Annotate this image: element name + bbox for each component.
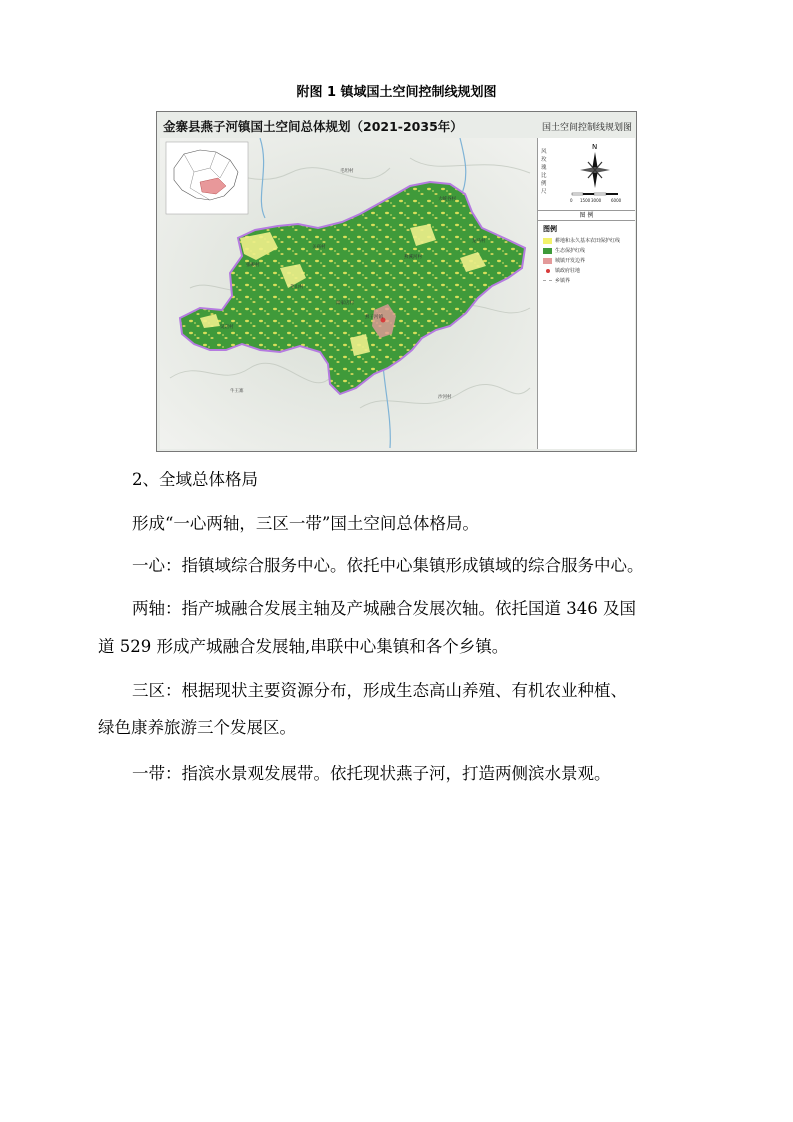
place-label: 龙马村 (472, 239, 486, 244)
dashed-line-icon (543, 280, 552, 281)
paragraph: 形成“一心两轴，三区一带”国土空间总体格局。 (132, 514, 479, 533)
paragraph-continued: 绿色康养旅游三个发展区。 (98, 718, 296, 737)
place-label: 茅山村 (290, 285, 304, 290)
legend-list (543, 236, 633, 286)
legend-header: 图 例 (538, 211, 635, 221)
scale-tick: 0 (570, 198, 573, 203)
legend-item-boundary (543, 276, 633, 286)
ecology-swatch-icon (543, 248, 552, 254)
legend-label: 城镇开发边界 (555, 258, 586, 264)
figure-caption: 附图 1 镇域国土空间控制线规划图 (296, 85, 497, 100)
place-label: 闻家店村 (336, 301, 354, 306)
compass-scale-box (538, 138, 635, 211)
place-label: 燕子河镇 (365, 315, 383, 320)
legend-label: 生态保护红线 (555, 248, 586, 254)
legend-item-urban (543, 256, 633, 266)
scale-tick: 6000 (611, 198, 622, 203)
legend-title: 图例 (543, 225, 557, 233)
paragraph: 三区：根据现状主要资源分布，形成生态高山养殖、有机农业种植、 (132, 681, 627, 700)
map-canvas (160, 138, 537, 449)
legend-label: 镇政府驻地 (555, 268, 581, 274)
map-subtitle: 国土空间控制线规划图 (541, 123, 632, 133)
paragraph: 一心：指镇域综合服务中心。依托中心集镇形成镇域的综合服务中心。 (132, 556, 644, 575)
place-label: 关庙村 (312, 245, 326, 250)
place-label: 吴店村 (220, 325, 234, 330)
legend-label: 乡镇界 (555, 278, 571, 284)
urban-swatch-icon (543, 258, 552, 264)
legend-item-town-seat (543, 266, 633, 276)
red-dot-icon (543, 268, 552, 274)
paragraph: 一带：指滨水景观发展带。依托现状燕子河，打造两侧滨水景观。 (132, 764, 611, 783)
map-title: 金寨县燕子河镇国土空间总体规划（2021-2035年） (163, 119, 463, 134)
place-label: 牛王寨 (230, 389, 244, 394)
legend-item-ecology (543, 246, 633, 256)
place-label: 大峡谷村 (438, 197, 456, 202)
scale-tick: 3000 (591, 198, 602, 203)
scale-tick: 1500 (580, 198, 591, 203)
paragraph: 两轴：指产城融合发展主轴及产城融合发展次轴。依托国道 346 及国 (132, 599, 636, 618)
planning-map (156, 111, 637, 452)
farmland-swatch-icon (543, 238, 552, 244)
place-label: 燕溪河村 (404, 255, 422, 260)
paragraph-continued: 道 529 形成产城融合发展轴,串联中心集镇和各个乡镇。 (98, 637, 509, 656)
locator-inset (166, 142, 248, 214)
legend-label: 耕地和永久基本农田保护红线 (555, 238, 621, 244)
section-heading: 2、全域总体格局 (132, 470, 258, 489)
north-arrow-icon (560, 140, 630, 204)
place-label: 毛坦村 (340, 169, 354, 174)
rose-scale-label: 风 玫 瑰 比 例 尺 (541, 149, 547, 195)
place-label: 沙河村 (438, 395, 452, 400)
compass-letter: N (592, 143, 598, 151)
place-label: 张畈村 (246, 263, 260, 268)
legend-panel (537, 138, 635, 449)
legend-item-farmland (543, 236, 633, 246)
